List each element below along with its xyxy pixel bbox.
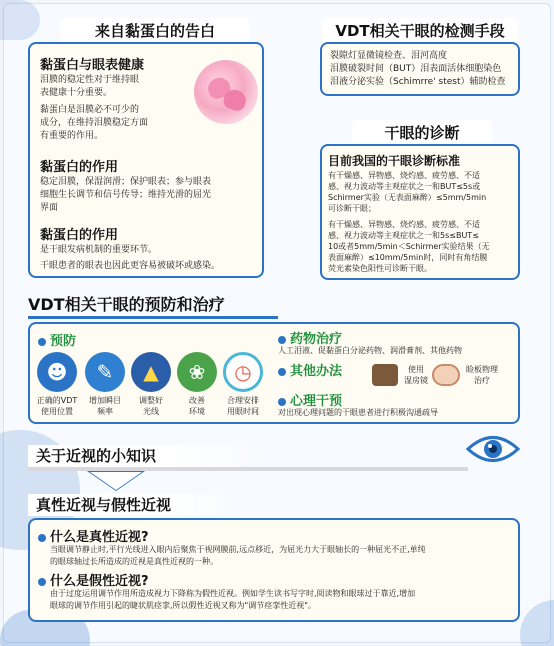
text-line: 泪液分泌实验（Schimrre' stest）辅助检查 [330,77,506,87]
paragraph [328,170,486,214]
title-underline [28,316,278,319]
bullet-icon [38,338,46,346]
question-1-text: 什么是真性近视? [50,530,149,545]
mucin-box [28,42,264,278]
paragraph [40,74,139,100]
tree-icon: ❀ [177,352,217,392]
diagnosis-box [320,144,520,280]
decor-circle [0,0,40,40]
icon-item-light [128,352,174,417]
icon-label: 合理安排 用眼时间 [227,396,259,416]
section-title: 黏蛋白的作用 [40,228,119,243]
true-pseudo-tab-title: 真性近视与假性近视 [28,494,238,516]
text-line: 有干燥感、异物感、烧灼感、疲劳感、不适 [328,171,480,180]
text-line: 可诊断干眼； [328,204,376,213]
myopia-tab-title: 关于近视的小知识 [28,445,268,467]
test-tab-title: VDT相关干眼的检测手段 [322,18,518,42]
clock-icon: ◷ [223,352,263,392]
icon-label: 调整好 光线 [139,396,163,416]
text-line: 稳定泪膜，保湿润滑；保护眼表；参与眼表 [40,177,212,187]
drug-title-text: 药物治疗 [290,332,343,347]
prevention-subtitle-text: 预防 [50,334,77,349]
bullet-icon [278,398,286,406]
hearts-image [194,60,258,124]
bullet-icon [278,368,286,376]
text-line: 干眼患者的眼表也因此更容易被破坏或感染。 [40,261,221,271]
paragraph [330,50,506,89]
question-2-text: 什么是假性近视? [50,574,149,589]
paragraph [40,176,211,215]
notepad-icon: ✎ [85,352,125,392]
section-title: 黏蛋白的作用 [40,160,119,175]
eye-icon [466,432,520,466]
text-line: 表健康十分重要。 [40,88,113,98]
text-line: 感、视力波动等主观症状之一和5s≤BUT≤ [328,231,479,240]
lamp-icon: ▲ [131,352,171,392]
text-line: 细胞生长调节和信号传导；维持光滑的屈光 [40,190,212,200]
text-line: 荧光素染色阳性可诊断干眼。 [328,264,432,273]
paragraph [40,244,220,273]
other-label-2: 睑板物理 治疗 [466,365,498,385]
icon-item-blink [82,352,128,417]
text-line: 是干眼发病机制的重要环节。 [40,245,158,255]
icon-item-time [220,352,266,417]
person-icon: ☻ [37,352,77,392]
psy-text: 对出现心理问题的干眼患者进行积极沟通疏导 [278,408,438,417]
prevention-title: VDT相关干眼的预防和治疗 [28,295,225,314]
icon-label: 正确的VDT 使用位置 [36,396,78,416]
section-title: 目前我国的干眼诊断标准 [328,154,461,168]
text-line: 界面 [40,203,59,213]
text-line: 表面麻醉）≤10mm/5min时，同时有角结膜 [328,253,488,262]
text-line: 有重要的作用。 [40,131,104,141]
eyelid-icon [432,364,460,386]
psy-title-text: 心理干预 [290,394,343,409]
myopia-box [28,518,520,622]
answer-1: 当眼调节静止时,平行光线进入眼内后聚焦于视网膜前,远点移近，为屈光力大于眼轴长的一种屈光不正,单纯 的眼球轴过长所造成的近视是真性近视的一种。 [50,545,426,566]
other-title-text: 其他办法 [290,364,343,379]
icon-label: 增加瞬目 频率 [89,396,121,416]
test-box [320,42,520,96]
bullet-icon [278,336,286,344]
glasses-icon [372,364,398,386]
text-line: 泪膜的稳定性对于维持眼 [40,75,140,85]
text-line: 裂隙灯显微镜检查、泪河高度 [330,51,448,61]
icon-item-vdt [34,352,80,417]
love-tab-title: 来自黏蛋白的告白 [60,18,250,42]
drug-text: 人工泪液、促黏蛋白分泌药物、润滑膏剂、其他药物 [278,346,462,355]
section-title: 黏蛋白与眼表健康 [40,58,145,73]
question-1 [38,526,149,545]
other-title [278,360,342,379]
text-line: 泪膜破裂时间（BUT）泪表面活体细胞染色 [330,64,502,74]
paragraph [328,219,490,274]
answer-2: 由于过度运用调节作用所造成视力下降称为假性近视。例如学生读书写字时,阅读物和眼球过于靠近,增加 眼球的调节作用引起的睫状肌痉挛,所以假性近视又称为"调节痉挛性近视"。 [50,589,416,610]
text-line: 黏蛋白是泪膜必不可少的 [40,105,140,115]
text-line: 成分，在维持泪膜稳定方面 [40,118,149,128]
other-label-1: 使用 湿房镜 [404,365,428,385]
bullet-icon [38,578,46,586]
question-2 [38,570,149,589]
icon-label: 改善 环境 [189,396,205,416]
paragraph [40,104,148,143]
text-line: 10或者5mm/5min＜Schirmer实验结果（无 [328,242,490,251]
bullet-icon [38,534,46,542]
text-line: 有干燥感、异物感、烧灼感、疲劳感、不适 [328,220,480,229]
text-line: 感、视力波动等主观症状之一和BUT≤5s或 [328,182,481,191]
text-line: Schirmer实验（无表面麻醉）≤5mm/5min [328,193,487,202]
prevention-box [28,322,520,424]
diag-tab-title: 干眼的诊断 [352,120,492,144]
icon-item-env [174,352,220,417]
arrow-down-inner [90,472,142,490]
prevention-subtitle [38,330,76,349]
